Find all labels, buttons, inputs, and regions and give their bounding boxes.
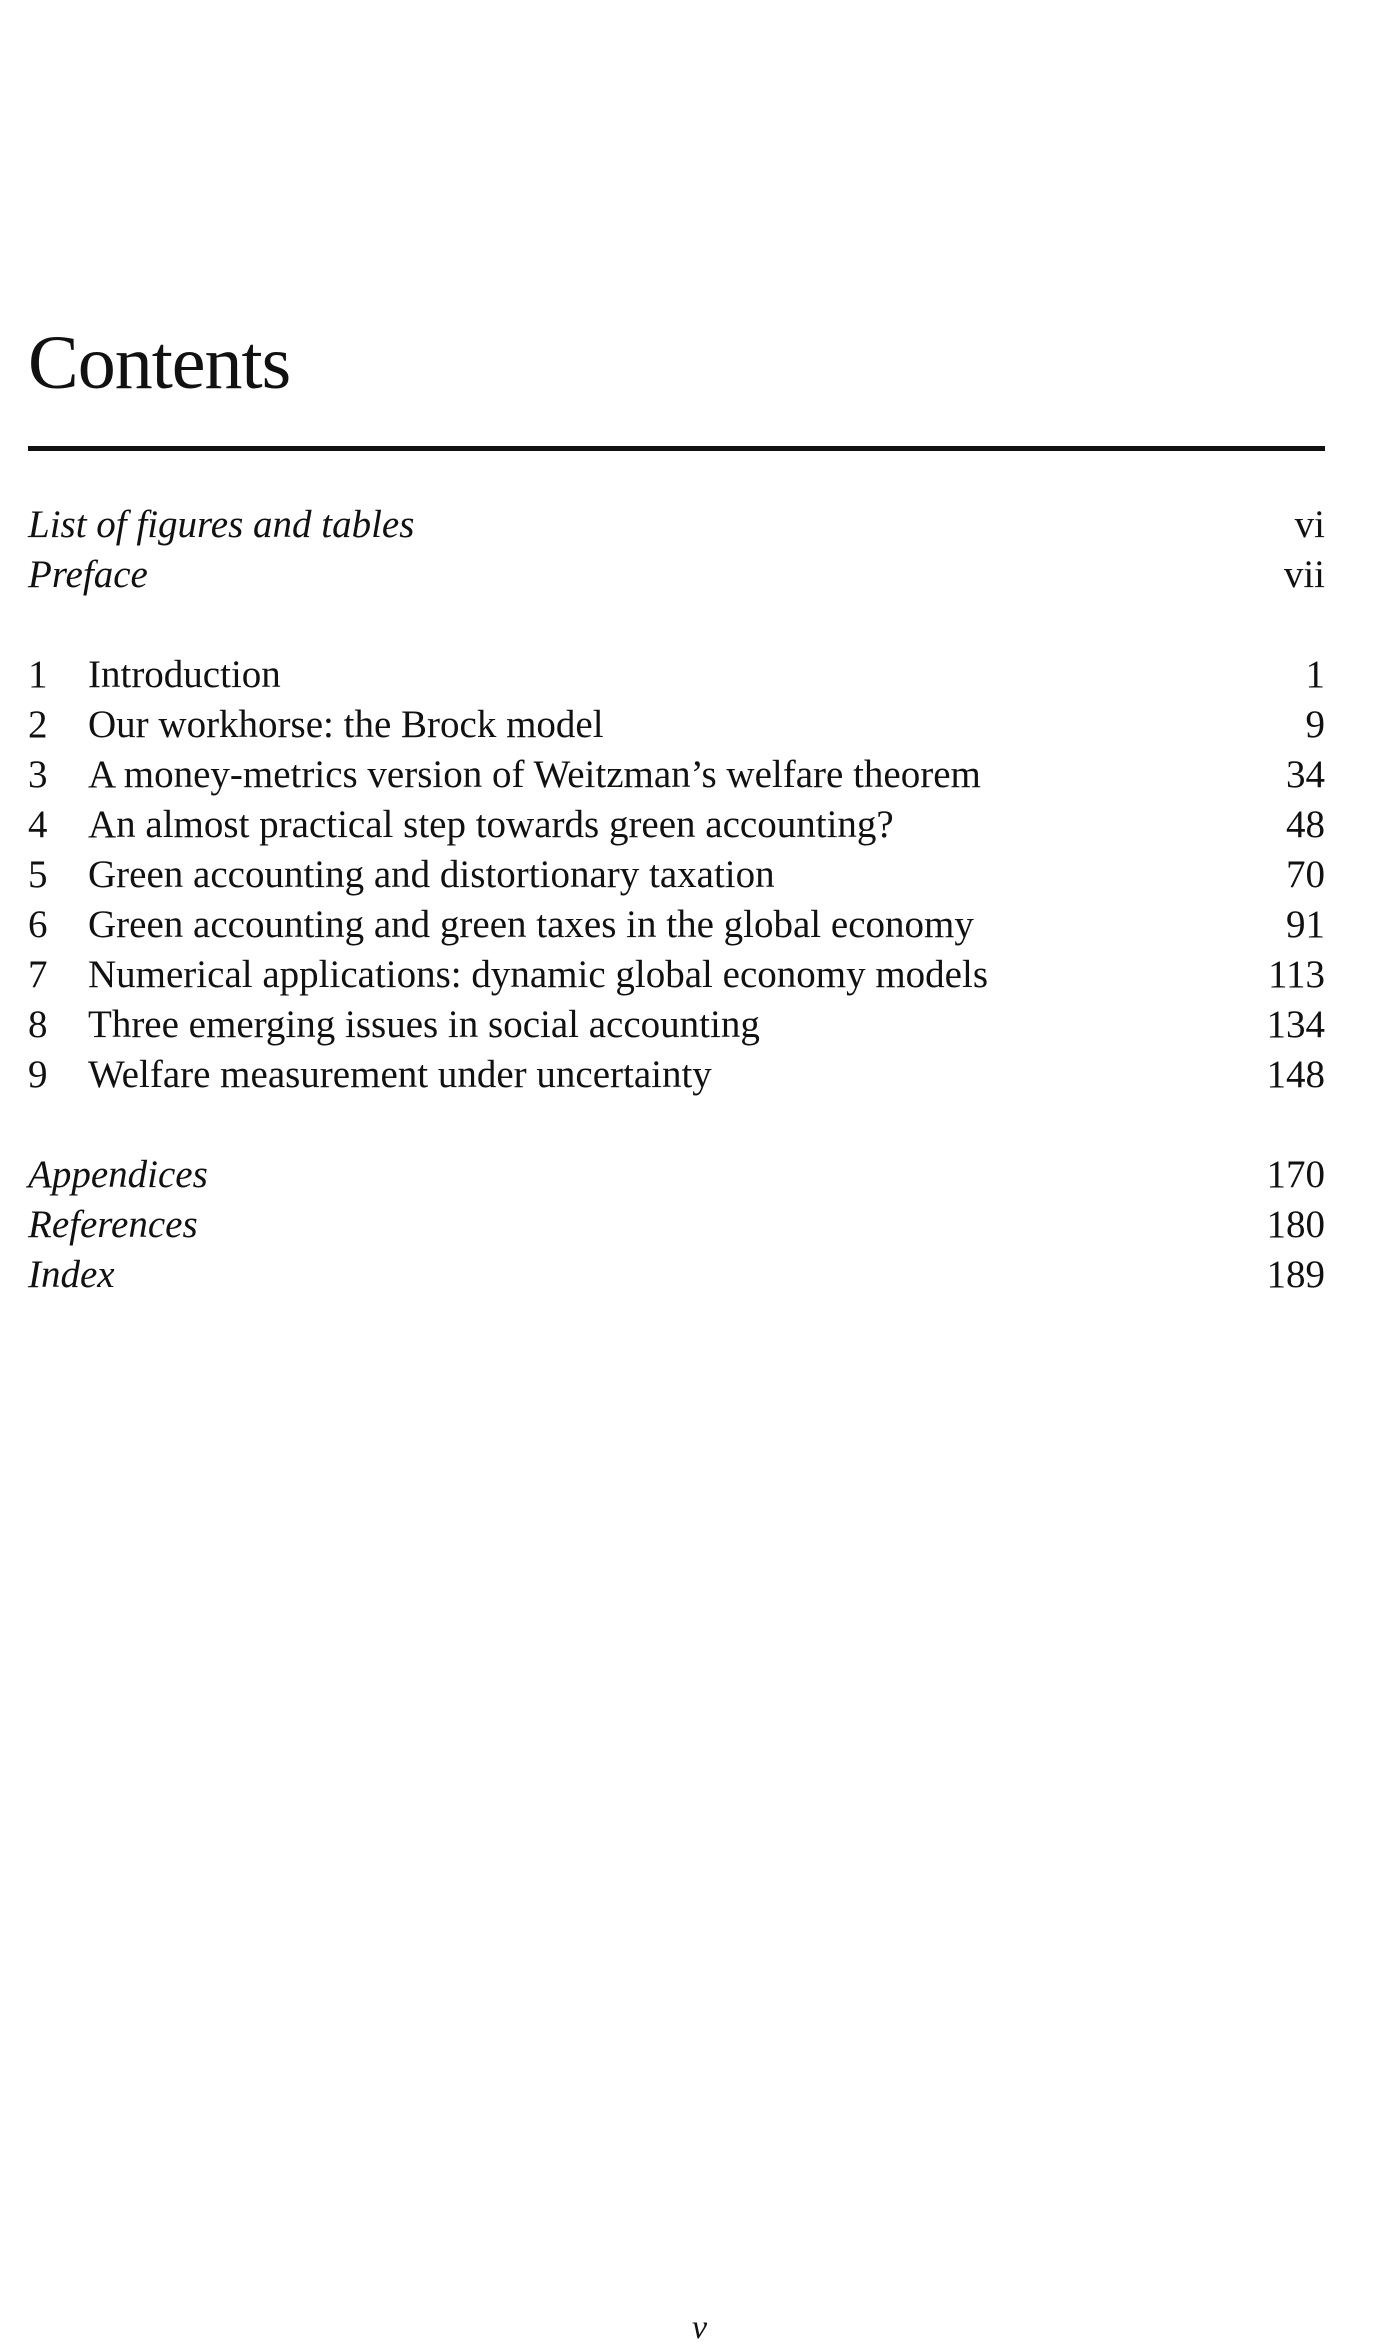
- toc-entry-page: 180: [1266, 1203, 1325, 1246]
- toc-entry-title: Appendices: [28, 1153, 208, 1196]
- page-folio: v: [691, 2309, 708, 2346]
- toc-chapter-6[interactable]: [28, 900, 1325, 950]
- chapter-number: 8: [28, 1003, 48, 1046]
- chapter-number: 9: [28, 1053, 48, 1096]
- toc-chapter-7[interactable]: [28, 950, 1325, 1000]
- chapter-number: 3: [28, 753, 48, 796]
- chapter-title: Numerical applications: dynamic global economy models: [88, 953, 989, 996]
- chapter-title: Green accounting and distortionary taxation: [88, 853, 775, 896]
- chapter-page: 34: [1286, 753, 1325, 796]
- chapter-number: 1: [28, 653, 48, 696]
- toc-entry-preface[interactable]: [28, 550, 1325, 600]
- chapter-title: Introduction: [88, 653, 281, 696]
- chapter-page: 113: [1267, 953, 1325, 996]
- toc-chapter-4[interactable]: [28, 800, 1325, 850]
- page-title: Contents: [28, 321, 291, 405]
- chapter-number: 5: [28, 853, 48, 896]
- toc-entry-index[interactable]: [28, 1250, 1325, 1300]
- toc-chapter-2[interactable]: [28, 700, 1325, 750]
- toc-entry-page: 170: [1266, 1153, 1325, 1196]
- toc-entry-page: 189: [1266, 1253, 1325, 1296]
- toc-entry-appendices[interactable]: [28, 1150, 1325, 1200]
- chapter-number: 6: [28, 903, 48, 946]
- title-divider: [28, 446, 1325, 451]
- chapter-number: 4: [28, 803, 48, 846]
- chapter-page: 70: [1286, 853, 1325, 896]
- chapter-title: Green accounting and green taxes in the global economy: [88, 903, 974, 946]
- toc-entry-page: vii: [1283, 553, 1325, 596]
- toc-entry-references[interactable]: [28, 1200, 1325, 1250]
- toc-entry-title: Index: [28, 1253, 115, 1296]
- chapter-page: 48: [1286, 803, 1325, 846]
- chapter-title: Three emerging issues in social accounting: [88, 1003, 760, 1046]
- chapter-title: Welfare measurement under uncertainty: [88, 1053, 712, 1096]
- toc-chapters: [28, 650, 1325, 1100]
- chapter-page: 1: [1305, 653, 1325, 696]
- toc-entry-page: vi: [1294, 503, 1325, 546]
- toc-entry-title: List of figures and tables: [28, 503, 415, 546]
- chapter-page: 9: [1305, 703, 1325, 746]
- toc-entry-title: References: [28, 1203, 198, 1246]
- toc-chapter-8[interactable]: [28, 1000, 1325, 1050]
- toc-front-matter: [28, 500, 1325, 600]
- chapter-page: 134: [1266, 1003, 1325, 1046]
- chapter-page: 91: [1286, 903, 1325, 946]
- chapter-number: 7: [28, 953, 48, 996]
- toc-entry-list-of-figures[interactable]: [28, 500, 1325, 550]
- chapter-number: 2: [28, 703, 48, 746]
- chapter-title: Our workhorse: the Brock model: [88, 703, 604, 746]
- toc-chapter-5[interactable]: [28, 850, 1325, 900]
- toc-chapter-1[interactable]: [28, 650, 1325, 700]
- toc-back-matter: [28, 1150, 1325, 1300]
- toc-chapter-9[interactable]: [28, 1050, 1325, 1100]
- toc-entry-title: Preface: [28, 553, 148, 596]
- toc-chapter-3[interactable]: [28, 750, 1325, 800]
- chapter-page: 148: [1266, 1053, 1325, 1096]
- chapter-title: A money-metrics version of Weitzman’s welfare theorem: [88, 753, 981, 796]
- chapter-title: An almost practical step towards green accounting?: [88, 803, 894, 846]
